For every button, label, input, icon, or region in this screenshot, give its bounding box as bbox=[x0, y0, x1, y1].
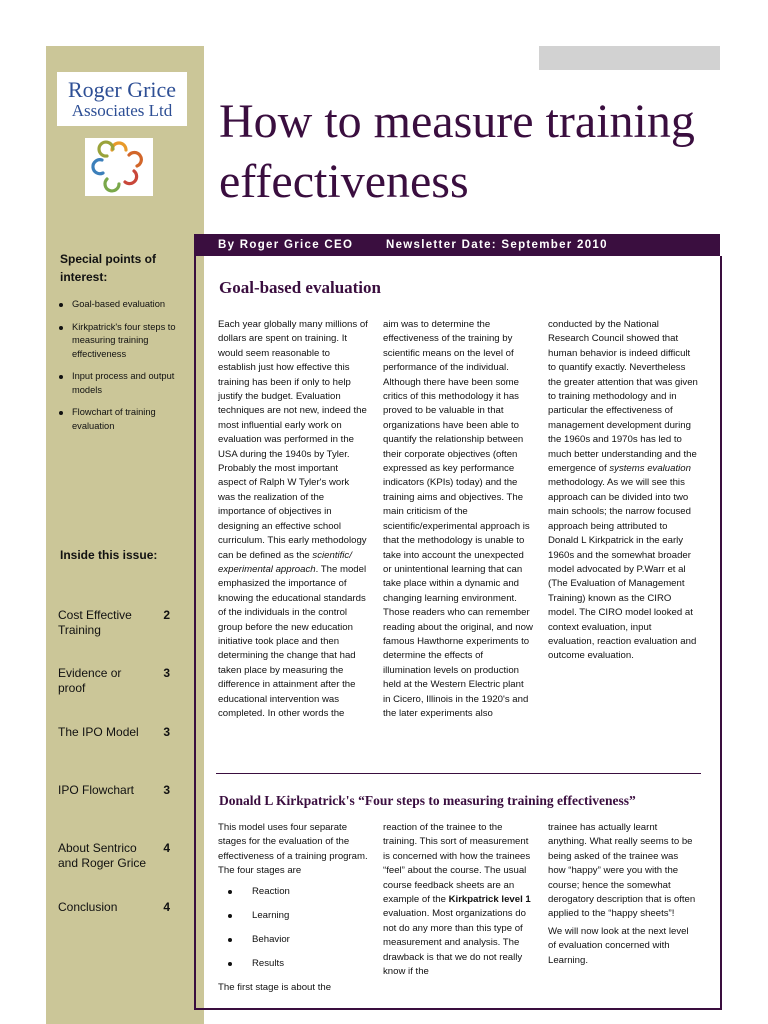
article-column-3 bbox=[548, 318, 698, 664]
list-item: Behavior bbox=[218, 933, 368, 957]
paragraph-text: conducted by the National Research Council showed that human behavior is indeed difficult to quantify exactly. Nevertheless the greater attention that was given to training methodology and in particular the effectiveness of management development during the 1960s and 1970s has led to much better understanding and the emergence of bbox=[548, 319, 698, 475]
toc-title: IPO Flowchart bbox=[58, 783, 135, 797]
toc-title: Evidence or proof bbox=[58, 666, 122, 695]
paragraph-text: trainee has actually learnt anything. What really seems to be being asked of the trainee was how “happy” were you with the course; hence the somewhat derogatory description that is often applied to the “happy sheets”! bbox=[548, 822, 696, 920]
paragraph-text: methodology. As we will see this approach can be divided into two main schools; the narrow focused approach being attributed to Donald L Kirkpatrick in the early 1960s and the somewhat broader model advocated by P.Warr et al (The Evaluation of Management Training) known as the CIRO model. The CIRO model looked at context evaluation, input evaluation, reaction evaluation and outcome evaluation. bbox=[548, 477, 697, 662]
toc-item[interactable] bbox=[58, 608, 170, 638]
paragraph-text: . The model emphasized the importance of knowing the educational standards of the individuals in the control group before the new education initiative took place and then determining the change that had taken place by measuring the difference in attainment after the educational intervention was completed. In other words the bbox=[218, 563, 367, 719]
toc-item[interactable] bbox=[58, 841, 170, 871]
toc-title: The IPO Model bbox=[58, 725, 139, 739]
list-item: Learning bbox=[218, 909, 368, 933]
logo-name: Roger Grice bbox=[67, 77, 177, 102]
special-points-list bbox=[58, 298, 178, 442]
paragraph-text: Each year globally many millions of dollars are spent on training. It would seem reasonable to establish just how effective this training has been if only to help justify the budget. Evaluation techniques are not new, indeed the most influential early work on evaluation was performed in the USA during the 1940s by Tyler. Probably the most important aspect of Ralph W Tyler's work was the realization of the importance of objectives in designing an effective school curriculum. This early methodology can be defined as the bbox=[218, 319, 368, 561]
byline-author: By Roger Grice CEO bbox=[218, 239, 354, 251]
toc-page-number: 3 bbox=[163, 783, 170, 797]
paragraph-text: evaluation. Most organizations do not do any more than this type of measurement and analysis. The drawback is that we do not really know if the bbox=[383, 908, 526, 978]
toc-page-number: 2 bbox=[163, 608, 170, 622]
section-divider bbox=[216, 773, 701, 774]
special-points-heading: Special points of interest: bbox=[60, 252, 157, 284]
section-title-goal-based: Goal-based evaluation bbox=[219, 278, 381, 297]
paragraph-text: We will now look at the next level of evaluation concerned with Learning. bbox=[548, 925, 689, 966]
list-item: Input process and output models bbox=[58, 370, 178, 397]
list-item: Flowchart of training evaluation bbox=[58, 406, 178, 433]
toc-title: Conclusion bbox=[58, 900, 118, 914]
header-grey-bar bbox=[539, 46, 720, 70]
article-column-1 bbox=[218, 318, 368, 721]
inside-issue-heading: Inside this issue: bbox=[60, 548, 158, 562]
article-column-3 bbox=[548, 821, 698, 968]
toc-item[interactable] bbox=[58, 666, 170, 696]
toc-page-number: 3 bbox=[163, 725, 170, 739]
section-title-kirkpatrick: Donald L Kirkpatrick's “Four steps to measuring training effectiveness” bbox=[219, 793, 636, 808]
paragraph-text: aim was to determine the effectiveness of the training by scientific means on the level of performance of the individual. Although there have been some critics of this methodology it has proved to be valuable in that organizations have been able to quantify the relationship between their corporate objectives (often expressed as key performance indicators (KPIs) today) and the training aims and objectives. The main criticism of the scientific/experimental approach is that the methodology is unable to take into account the unexpected or unintentional learning that can take place within a dynamic and changing learning environment. Those readers who can remember reading about the original, and now famous Hawthorne experiments to determine the effects of illumination levels on production held at the Western Electric plant in Cicero, Illinois in the 1920's and the later experiments also bbox=[383, 319, 533, 719]
toc-title: About Sentrico and Roger Grice bbox=[58, 841, 147, 870]
article-column-1 bbox=[218, 821, 368, 995]
toc-item[interactable] bbox=[58, 725, 170, 740]
list-item: Results bbox=[218, 957, 368, 981]
newsletter-date: Newsletter Date: September 2010 bbox=[386, 239, 608, 251]
list-item: Reaction bbox=[218, 885, 368, 909]
toc-page-number: 4 bbox=[163, 900, 170, 914]
company-logo bbox=[57, 72, 187, 126]
emphasis-text: scientific/ experimental approach bbox=[218, 549, 352, 575]
byline-bar bbox=[194, 234, 720, 256]
list-item: Kirkpatrick's four steps to measuring training effectiveness bbox=[58, 321, 178, 362]
bold-text: Kirkpatrick level 1 bbox=[448, 894, 531, 906]
paragraph-text: reaction of the trainee to the training. This sort of measurement is concerned with how the trainees “feel” about the course. The usual course feedback sheets are an example of the bbox=[383, 822, 531, 906]
logo-ring-icon bbox=[85, 138, 153, 196]
article-column-2 bbox=[383, 821, 533, 979]
stages-list bbox=[218, 885, 368, 981]
toc-item[interactable] bbox=[58, 783, 170, 798]
logo-subname: Associates Ltd bbox=[71, 101, 173, 120]
paragraph-text: This model uses four separate stages for the evaluation of the effectiveness of a training program. The four stages are bbox=[218, 822, 368, 877]
emphasis-text: systems evaluation bbox=[609, 463, 691, 475]
list-item: Goal-based evaluation bbox=[58, 298, 178, 312]
page-title: How to measure training effectiveness bbox=[219, 95, 695, 208]
article-column-2 bbox=[383, 318, 533, 721]
toc-page-number: 4 bbox=[163, 841, 170, 855]
toc-page-number: 3 bbox=[163, 666, 170, 680]
toc-title: Cost Effective Training bbox=[58, 608, 132, 637]
toc-item[interactable] bbox=[58, 900, 170, 915]
paragraph-text: The first stage is about the bbox=[218, 981, 332, 993]
